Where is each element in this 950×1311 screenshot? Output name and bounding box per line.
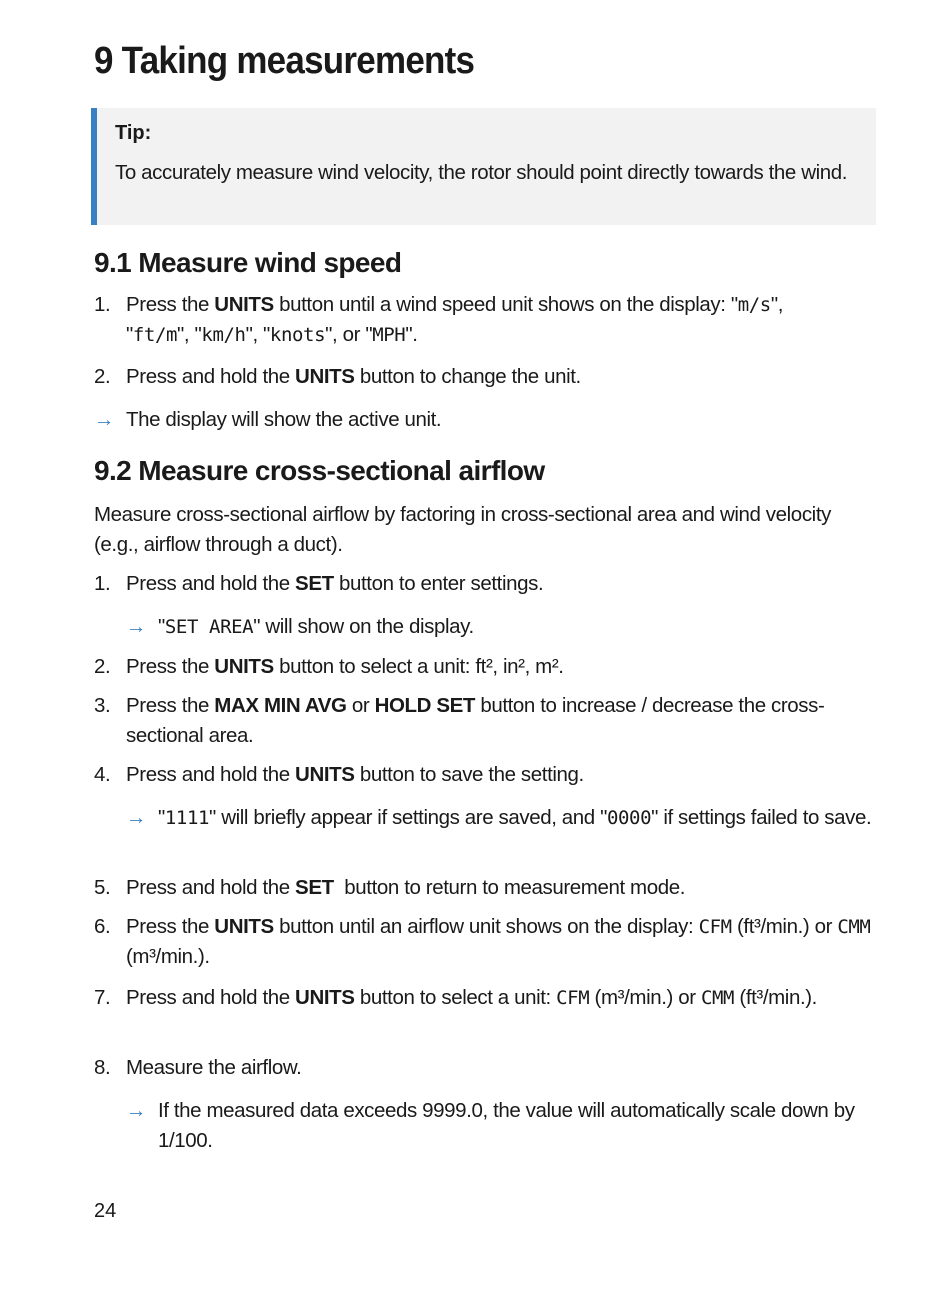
page-number: 24 [94,1200,117,1222]
step-text: Press and hold the UNITS button to save the setting. [126,763,584,786]
result-text: The display will show the active unit. [126,408,442,431]
arrow-right-icon: → [94,408,115,431]
step-text: Press and hold the SET button to return to measurement mode. [126,876,686,899]
step-text: Measure the airflow. [126,1056,302,1079]
intro-paragraph: Measure cross-sectional airflow by factoring in cross-sectional area and wind velocity (e.g., airflow through a duct). [94,503,831,556]
step-number: 5. [94,876,111,899]
step-number: 1. [94,293,111,316]
step-text: Press and hold the UNITS button to change the unit. [126,365,581,388]
unit-code: km/h [201,324,246,346]
arrow-right-icon: → [126,806,147,829]
section-title-airflow: 9.2 Measure cross-sectional airflow [94,455,545,486]
unit-code: knots [269,324,326,346]
arrow-right-icon: → [126,1099,147,1122]
step-number: 6. [94,915,111,938]
step-number: 3. [94,694,111,717]
step-number: 2. [94,655,111,678]
result-text: "SET AREA" will show on the display. [158,615,474,638]
step-number: 1. [94,572,111,595]
step-number: 8. [94,1056,111,1079]
step-text: Press and hold the UNITS button to select a unit: CFM (m³/min.) or CMM (ft³/min.). [126,986,817,1009]
unit-code: MPH [372,324,406,346]
step-text: Press the UNITS button until an airflow unit shows on the display: CFM (ft³/min.) or CMM (m³/min.). [126,915,871,968]
step-number: 2. [94,365,111,388]
result-text: "1111" will briefly appear if settings are saved, and "0000" if settings failed to save. [158,806,872,829]
chapter-title: 9 Taking measurements [94,40,475,82]
step-text: Press and hold the SET button to enter settings. [126,572,544,595]
unit-code: m/s [737,294,771,316]
section-title-wind-speed: 9.1 Measure wind speed [94,247,402,278]
step-text: Press the UNITS button to select a unit: ft², in², m². [126,655,564,678]
step-text: Press the UNITS button until a wind speed unit shows on the display: "m/s", "ft/m", "km/h", "knots", or "MPH". [126,293,784,346]
result-text: If the measured data exceeds 9999.0, the value will automatically scale down by 1/100. [158,1099,855,1152]
unit-code: ft/m [132,324,178,346]
step-number: 4. [94,763,111,786]
arrow-right-icon: → [126,615,147,638]
step-text: Press the MAX MIN AVG or HOLD SET button to increase / decrease the cross-sectional area. [126,694,825,747]
step-number: 7. [94,986,111,1009]
tip-label: Tip: [115,122,152,144]
tip-text: To accurately measure wind velocity, the rotor should point directly towards the wind. [115,161,848,184]
tip-box [91,108,876,225]
